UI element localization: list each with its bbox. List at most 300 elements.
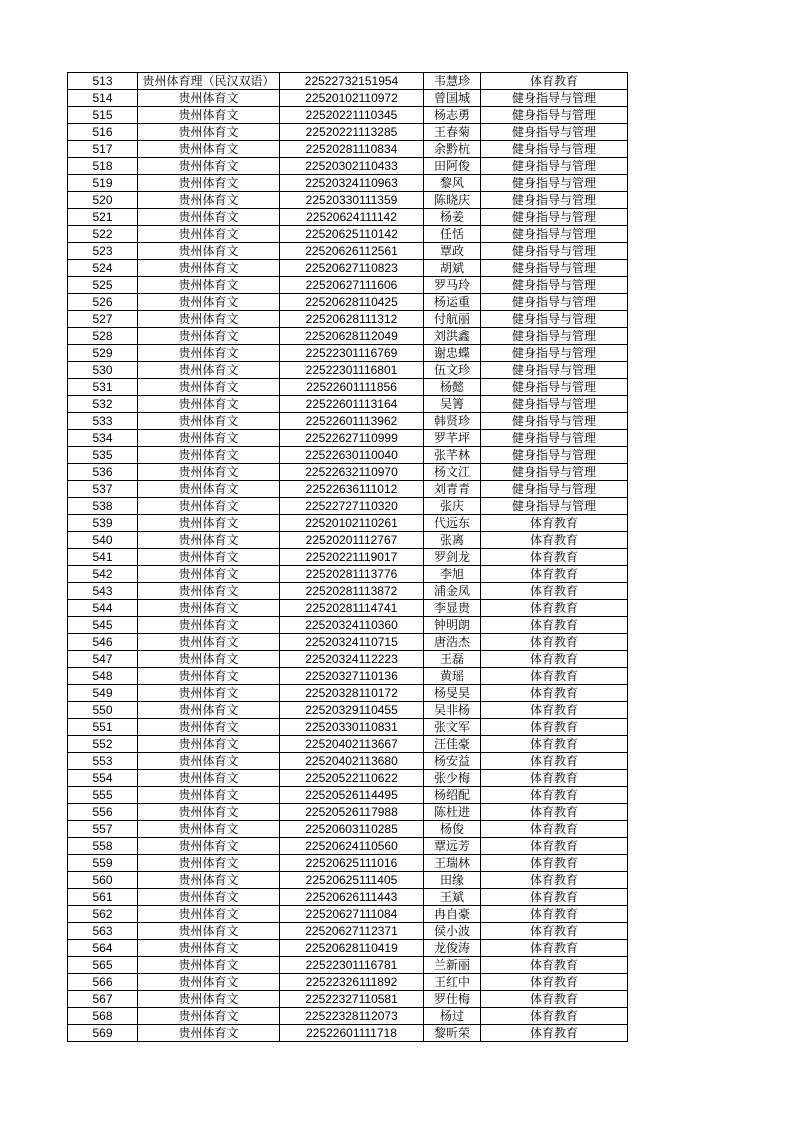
admitted-major-cell: 体育教育 xyxy=(481,974,628,991)
table-row xyxy=(68,821,628,838)
table-row xyxy=(68,1025,628,1042)
row-number-cell: 551 xyxy=(68,719,138,736)
candidate-id-cell: 22520627112371 xyxy=(280,923,424,940)
row-number-cell: 525 xyxy=(68,277,138,294)
table-row xyxy=(68,107,628,124)
candidate-id-cell: 22520628110425 xyxy=(280,294,424,311)
exam-category-cell: 贵州体育文 xyxy=(138,855,280,872)
exam-category-cell: 贵州体育文 xyxy=(138,600,280,617)
candidate-id-cell: 22522732151954 xyxy=(280,73,424,90)
admitted-major-cell: 健身指导与管理 xyxy=(481,107,628,124)
admitted-major-cell: 体育教育 xyxy=(481,804,628,821)
candidate-id-cell: 22520628111312 xyxy=(280,311,424,328)
admitted-major-cell: 体育教育 xyxy=(481,889,628,906)
exam-category-cell: 贵州体育文 xyxy=(138,481,280,498)
student-name-cell: 吴箐 xyxy=(424,396,481,413)
table-row xyxy=(68,362,628,379)
admitted-major-cell: 体育教育 xyxy=(481,515,628,532)
table-row xyxy=(68,447,628,464)
student-name-cell: 王春菊 xyxy=(424,124,481,141)
row-number-cell: 568 xyxy=(68,1008,138,1025)
student-name-cell: 张少梅 xyxy=(424,770,481,787)
candidate-id-cell: 22520402113680 xyxy=(280,753,424,770)
table-row xyxy=(68,430,628,447)
table-row xyxy=(68,906,628,923)
exam-category-cell: 贵州体育文 xyxy=(138,566,280,583)
candidate-id-cell: 22522327110581 xyxy=(280,991,424,1008)
candidate-id-cell: 22520324110963 xyxy=(280,175,424,192)
row-number-cell: 560 xyxy=(68,872,138,889)
admitted-major-cell: 体育教育 xyxy=(481,855,628,872)
admitted-major-cell: 体育教育 xyxy=(481,940,628,957)
exam-category-cell: 贵州体育文 xyxy=(138,124,280,141)
admitted-major-cell: 健身指导与管理 xyxy=(481,396,628,413)
row-number-cell: 533 xyxy=(68,413,138,430)
admitted-major-cell: 健身指导与管理 xyxy=(481,498,628,515)
student-name-cell: 吴非杨 xyxy=(424,702,481,719)
admitted-major-cell: 体育教育 xyxy=(481,73,628,90)
candidate-id-cell: 22520201112767 xyxy=(280,532,424,549)
row-number-cell: 521 xyxy=(68,209,138,226)
exam-category-cell: 贵州体育文 xyxy=(138,923,280,940)
candidate-id-cell: 22520402113667 xyxy=(280,736,424,753)
row-number-cell: 530 xyxy=(68,362,138,379)
student-name-cell: 侯小波 xyxy=(424,923,481,940)
exam-category-cell: 贵州体育文 xyxy=(138,192,280,209)
student-name-cell: 张庆 xyxy=(424,498,481,515)
table-row xyxy=(68,753,628,770)
row-number-cell: 549 xyxy=(68,685,138,702)
exam-category-cell: 贵州体育文 xyxy=(138,209,280,226)
student-name-cell: 杨姜 xyxy=(424,209,481,226)
table-row xyxy=(68,209,628,226)
student-name-cell: 钟明朗 xyxy=(424,617,481,634)
exam-category-cell: 贵州体育文 xyxy=(138,158,280,175)
candidate-id-cell: 22520324110715 xyxy=(280,634,424,651)
table-row xyxy=(68,872,628,889)
row-number-cell: 513 xyxy=(68,73,138,90)
table-row xyxy=(68,736,628,753)
table-row xyxy=(68,396,628,413)
exam-category-cell: 贵州体育文 xyxy=(138,413,280,430)
row-number-cell: 538 xyxy=(68,498,138,515)
table-row xyxy=(68,532,628,549)
table-row xyxy=(68,345,628,362)
row-number-cell: 547 xyxy=(68,651,138,668)
row-number-cell: 532 xyxy=(68,396,138,413)
student-name-cell: 张离 xyxy=(424,532,481,549)
row-number-cell: 556 xyxy=(68,804,138,821)
exam-category-cell: 贵州体育文 xyxy=(138,260,280,277)
table-row xyxy=(68,379,628,396)
candidate-id-cell: 22522601111856 xyxy=(280,379,424,396)
row-number-cell: 516 xyxy=(68,124,138,141)
candidate-id-cell: 22520626111443 xyxy=(280,889,424,906)
table-row xyxy=(68,90,628,107)
row-number-cell: 524 xyxy=(68,260,138,277)
candidate-id-cell: 22520625111405 xyxy=(280,872,424,889)
exam-category-cell: 贵州体育文 xyxy=(138,583,280,600)
candidate-id-cell: 22520281113872 xyxy=(280,583,424,600)
admitted-major-cell: 健身指导与管理 xyxy=(481,413,628,430)
row-number-cell: 567 xyxy=(68,991,138,1008)
row-number-cell: 569 xyxy=(68,1025,138,1042)
table-row xyxy=(68,719,628,736)
candidate-id-cell: 22520327110136 xyxy=(280,668,424,685)
row-number-cell: 561 xyxy=(68,889,138,906)
exam-category-cell: 贵州体育文 xyxy=(138,498,280,515)
exam-category-cell: 贵州体育文 xyxy=(138,90,280,107)
row-number-cell: 552 xyxy=(68,736,138,753)
student-name-cell: 杨运重 xyxy=(424,294,481,311)
table-row xyxy=(68,770,628,787)
exam-category-cell: 贵州体育文 xyxy=(138,141,280,158)
row-number-cell: 517 xyxy=(68,141,138,158)
exam-category-cell: 贵州体育文 xyxy=(138,107,280,124)
exam-category-cell: 贵州体育文 xyxy=(138,447,280,464)
table-row xyxy=(68,515,628,532)
candidate-id-cell: 22520281110834 xyxy=(280,141,424,158)
admitted-major-cell: 健身指导与管理 xyxy=(481,311,628,328)
candidate-id-cell: 22520102110972 xyxy=(280,90,424,107)
admitted-major-cell: 健身指导与管理 xyxy=(481,345,628,362)
row-number-cell: 564 xyxy=(68,940,138,957)
row-number-cell: 539 xyxy=(68,515,138,532)
admitted-major-cell: 健身指导与管理 xyxy=(481,430,628,447)
table-row xyxy=(68,702,628,719)
student-name-cell: 刘青青 xyxy=(424,481,481,498)
student-name-cell: 韩贤珍 xyxy=(424,413,481,430)
table-row xyxy=(68,600,628,617)
student-name-cell: 付航丽 xyxy=(424,311,481,328)
exam-category-cell: 贵州体育文 xyxy=(138,175,280,192)
row-number-cell: 565 xyxy=(68,957,138,974)
candidate-id-cell: 22520324110360 xyxy=(280,617,424,634)
candidate-id-cell: 22522301116769 xyxy=(280,345,424,362)
table-row xyxy=(68,634,628,651)
admitted-major-cell: 体育教育 xyxy=(481,753,628,770)
candidate-id-cell: 22520329110455 xyxy=(280,702,424,719)
table-row xyxy=(68,617,628,634)
row-number-cell: 540 xyxy=(68,532,138,549)
exam-category-cell: 贵州体育文 xyxy=(138,872,280,889)
candidate-id-cell: 22520324112223 xyxy=(280,651,424,668)
exam-category-cell: 贵州体育文 xyxy=(138,328,280,345)
admitted-major-cell: 健身指导与管理 xyxy=(481,328,628,345)
exam-category-cell: 贵州体育文 xyxy=(138,379,280,396)
row-number-cell: 559 xyxy=(68,855,138,872)
candidate-id-cell: 22520221113285 xyxy=(280,124,424,141)
exam-category-cell: 贵州体育文 xyxy=(138,243,280,260)
student-name-cell: 黎昕荣 xyxy=(424,1025,481,1042)
student-name-cell: 田缘 xyxy=(424,872,481,889)
table-row xyxy=(68,549,628,566)
row-number-cell: 562 xyxy=(68,906,138,923)
student-name-cell: 罗剑龙 xyxy=(424,549,481,566)
candidate-id-cell: 22522301116801 xyxy=(280,362,424,379)
student-name-cell: 杨旻昊 xyxy=(424,685,481,702)
exam-category-cell: 贵州体育文 xyxy=(138,430,280,447)
candidate-id-cell: 22520603110285 xyxy=(280,821,424,838)
row-number-cell: 527 xyxy=(68,311,138,328)
row-number-cell: 522 xyxy=(68,226,138,243)
candidate-id-cell: 22520627111606 xyxy=(280,277,424,294)
student-name-cell: 黎风 xyxy=(424,175,481,192)
candidate-id-cell: 22520627110823 xyxy=(280,260,424,277)
table-row xyxy=(68,226,628,243)
student-name-cell: 任恬 xyxy=(424,226,481,243)
row-number-cell: 515 xyxy=(68,107,138,124)
candidate-id-cell: 22522627110999 xyxy=(280,430,424,447)
row-number-cell: 529 xyxy=(68,345,138,362)
admitted-major-cell: 体育教育 xyxy=(481,549,628,566)
exam-category-cell: 贵州体育文 xyxy=(138,464,280,481)
student-name-cell: 杨志勇 xyxy=(424,107,481,124)
student-name-cell: 汪佳豪 xyxy=(424,736,481,753)
exam-category-cell: 贵州体育文 xyxy=(138,702,280,719)
admitted-major-cell: 健身指导与管理 xyxy=(481,175,628,192)
row-number-cell: 553 xyxy=(68,753,138,770)
exam-category-cell: 贵州体育文 xyxy=(138,294,280,311)
table-row xyxy=(68,685,628,702)
table-row xyxy=(68,668,628,685)
admitted-major-cell: 健身指导与管理 xyxy=(481,158,628,175)
exam-category-cell: 贵州体育文 xyxy=(138,821,280,838)
exam-category-cell: 贵州体育文 xyxy=(138,396,280,413)
student-name-cell: 刘洪鑫 xyxy=(424,328,481,345)
student-name-cell: 罗仕梅 xyxy=(424,991,481,1008)
row-number-cell: 536 xyxy=(68,464,138,481)
table-row xyxy=(68,158,628,175)
candidate-id-cell: 22520628112049 xyxy=(280,328,424,345)
admitted-major-cell: 体育教育 xyxy=(481,770,628,787)
admitted-major-cell: 体育教育 xyxy=(481,1008,628,1025)
exam-category-cell: 贵州体育文 xyxy=(138,753,280,770)
admitted-major-cell: 健身指导与管理 xyxy=(481,260,628,277)
table-row xyxy=(68,73,628,90)
exam-category-cell: 贵州体育文 xyxy=(138,277,280,294)
table-row xyxy=(68,464,628,481)
admitted-major-cell: 体育教育 xyxy=(481,685,628,702)
table-row xyxy=(68,124,628,141)
row-number-cell: 531 xyxy=(68,379,138,396)
student-name-cell: 杨安益 xyxy=(424,753,481,770)
row-number-cell: 550 xyxy=(68,702,138,719)
row-number-cell: 555 xyxy=(68,787,138,804)
student-name-cell: 张文军 xyxy=(424,719,481,736)
row-number-cell: 541 xyxy=(68,549,138,566)
student-name-cell: 王瑞林 xyxy=(424,855,481,872)
row-number-cell: 542 xyxy=(68,566,138,583)
row-number-cell: 518 xyxy=(68,158,138,175)
admission-list-table xyxy=(67,72,628,1042)
exam-category-cell: 贵州体育文 xyxy=(138,991,280,1008)
row-number-cell: 526 xyxy=(68,294,138,311)
row-number-cell: 514 xyxy=(68,90,138,107)
student-name-cell: 唐浩杰 xyxy=(424,634,481,651)
table-row xyxy=(68,311,628,328)
table-row xyxy=(68,481,628,498)
candidate-id-cell: 22520281113776 xyxy=(280,566,424,583)
row-number-cell: 554 xyxy=(68,770,138,787)
student-name-cell: 李旭 xyxy=(424,566,481,583)
candidate-id-cell: 22520302110433 xyxy=(280,158,424,175)
admitted-major-cell: 体育教育 xyxy=(481,668,628,685)
admitted-major-cell: 体育教育 xyxy=(481,991,628,1008)
row-number-cell: 528 xyxy=(68,328,138,345)
candidate-id-cell: 22520330111359 xyxy=(280,192,424,209)
student-name-cell: 罗马玲 xyxy=(424,277,481,294)
candidate-id-cell: 22522727110320 xyxy=(280,498,424,515)
student-name-cell: 覃政 xyxy=(424,243,481,260)
exam-category-cell: 贵州体育文 xyxy=(138,889,280,906)
candidate-id-cell: 22520626112561 xyxy=(280,243,424,260)
table-row xyxy=(68,328,628,345)
row-number-cell: 566 xyxy=(68,974,138,991)
admitted-major-cell: 健身指导与管理 xyxy=(481,141,628,158)
admitted-major-cell: 健身指导与管理 xyxy=(481,362,628,379)
exam-category-cell: 贵州体育文 xyxy=(138,1008,280,1025)
exam-category-cell: 贵州体育文 xyxy=(138,719,280,736)
student-name-cell: 浦金凤 xyxy=(424,583,481,600)
row-number-cell: 545 xyxy=(68,617,138,634)
admitted-major-cell: 体育教育 xyxy=(481,617,628,634)
student-name-cell: 杨文江 xyxy=(424,464,481,481)
row-number-cell: 519 xyxy=(68,175,138,192)
exam-category-cell: 贵州体育文 xyxy=(138,311,280,328)
row-number-cell: 563 xyxy=(68,923,138,940)
admitted-major-cell: 健身指导与管理 xyxy=(481,379,628,396)
candidate-id-cell: 22520628110419 xyxy=(280,940,424,957)
admitted-major-cell: 健身指导与管理 xyxy=(481,294,628,311)
candidate-id-cell: 22522301116781 xyxy=(280,957,424,974)
table-row xyxy=(68,855,628,872)
student-name-cell: 余黔杭 xyxy=(424,141,481,158)
table-row xyxy=(68,243,628,260)
candidate-id-cell: 22520522110622 xyxy=(280,770,424,787)
student-name-cell: 田阿俊 xyxy=(424,158,481,175)
table-row xyxy=(68,889,628,906)
row-number-cell: 543 xyxy=(68,583,138,600)
candidate-id-cell: 22520625110142 xyxy=(280,226,424,243)
student-name-cell: 胡斌 xyxy=(424,260,481,277)
student-name-cell: 覃远芳 xyxy=(424,838,481,855)
admitted-major-cell: 体育教育 xyxy=(481,872,628,889)
table-row xyxy=(68,787,628,804)
student-name-cell: 杨俊 xyxy=(424,821,481,838)
admitted-major-cell: 健身指导与管理 xyxy=(481,243,628,260)
table-row xyxy=(68,192,628,209)
student-name-cell: 王斌 xyxy=(424,889,481,906)
candidate-id-cell: 22522632110970 xyxy=(280,464,424,481)
exam-category-cell: 贵州体育文 xyxy=(138,532,280,549)
table-row xyxy=(68,804,628,821)
candidate-id-cell: 22522601113164 xyxy=(280,396,424,413)
exam-category-cell: 贵州体育文 xyxy=(138,668,280,685)
exam-category-cell: 贵州体育文 xyxy=(138,957,280,974)
student-name-cell: 兰新丽 xyxy=(424,957,481,974)
candidate-id-cell: 22520526117988 xyxy=(280,804,424,821)
admitted-major-cell: 体育教育 xyxy=(481,906,628,923)
admitted-major-cell: 健身指导与管理 xyxy=(481,481,628,498)
admitted-major-cell: 体育教育 xyxy=(481,532,628,549)
exam-category-cell: 贵州体育文 xyxy=(138,651,280,668)
admitted-major-cell: 体育教育 xyxy=(481,702,628,719)
admitted-major-cell: 健身指导与管理 xyxy=(481,277,628,294)
table-row xyxy=(68,838,628,855)
candidate-id-cell: 22522630110040 xyxy=(280,447,424,464)
student-name-cell: 杨绍配 xyxy=(424,787,481,804)
table-row xyxy=(68,141,628,158)
admitted-major-cell: 体育教育 xyxy=(481,583,628,600)
admitted-major-cell: 体育教育 xyxy=(481,634,628,651)
exam-category-cell: 贵州体育文 xyxy=(138,940,280,957)
admitted-major-cell: 体育教育 xyxy=(481,566,628,583)
student-name-cell: 代远东 xyxy=(424,515,481,532)
table-row xyxy=(68,583,628,600)
candidate-id-cell: 22520526114495 xyxy=(280,787,424,804)
exam-category-cell: 贵州体育文 xyxy=(138,634,280,651)
row-number-cell: 557 xyxy=(68,821,138,838)
student-name-cell: 曾国城 xyxy=(424,90,481,107)
admitted-major-cell: 体育教育 xyxy=(481,957,628,974)
student-name-cell: 王磊 xyxy=(424,651,481,668)
row-number-cell: 558 xyxy=(68,838,138,855)
student-name-cell: 冉自豪 xyxy=(424,906,481,923)
table-row xyxy=(68,957,628,974)
admitted-major-cell: 体育教育 xyxy=(481,821,628,838)
row-number-cell: 520 xyxy=(68,192,138,209)
exam-category-cell: 贵州体育文 xyxy=(138,787,280,804)
table-body xyxy=(68,73,628,1042)
admitted-major-cell: 体育教育 xyxy=(481,838,628,855)
row-number-cell: 537 xyxy=(68,481,138,498)
admitted-major-cell: 健身指导与管理 xyxy=(481,226,628,243)
candidate-id-cell: 22520221119017 xyxy=(280,549,424,566)
admitted-major-cell: 体育教育 xyxy=(481,787,628,804)
candidate-id-cell: 22520281114741 xyxy=(280,600,424,617)
row-number-cell: 535 xyxy=(68,447,138,464)
exam-category-cell: 贵州体育文 xyxy=(138,226,280,243)
candidate-id-cell: 22520221110345 xyxy=(280,107,424,124)
exam-category-cell: 贵州体育文 xyxy=(138,804,280,821)
exam-category-cell: 贵州体育文 xyxy=(138,617,280,634)
candidate-id-cell: 22520102110261 xyxy=(280,515,424,532)
student-name-cell: 龙俊涛 xyxy=(424,940,481,957)
candidate-id-cell: 22520624110560 xyxy=(280,838,424,855)
student-name-cell: 陈杜进 xyxy=(424,804,481,821)
exam-category-cell: 贵州体育文 xyxy=(138,515,280,532)
row-number-cell: 523 xyxy=(68,243,138,260)
student-name-cell: 罗芊坪 xyxy=(424,430,481,447)
row-number-cell: 544 xyxy=(68,600,138,617)
candidate-id-cell: 22522601113962 xyxy=(280,413,424,430)
table-row xyxy=(68,923,628,940)
table-row xyxy=(68,413,628,430)
candidate-id-cell: 22522326111892 xyxy=(280,974,424,991)
student-name-cell: 张芊林 xyxy=(424,447,481,464)
row-number-cell: 548 xyxy=(68,668,138,685)
candidate-id-cell: 22522328112073 xyxy=(280,1008,424,1025)
candidate-id-cell: 22522636111012 xyxy=(280,481,424,498)
table-row xyxy=(68,940,628,957)
admitted-major-cell: 体育教育 xyxy=(481,600,628,617)
exam-category-cell: 贵州体育文 xyxy=(138,770,280,787)
admitted-major-cell: 体育教育 xyxy=(481,923,628,940)
candidate-id-cell: 22520330110831 xyxy=(280,719,424,736)
student-name-cell: 王红中 xyxy=(424,974,481,991)
exam-category-cell: 贵州体育文 xyxy=(138,345,280,362)
